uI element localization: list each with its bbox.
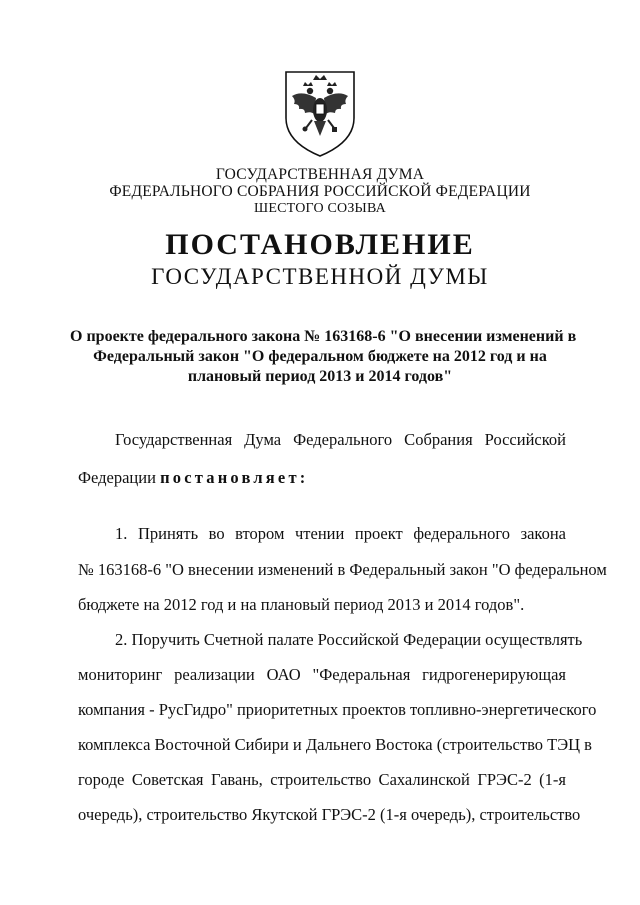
preamble-resolves: постановляет: xyxy=(160,468,309,487)
item2-line-6: очередь), строительство Якутской ГРЭС-2 (1-я очередь), строительство xyxy=(78,805,581,824)
issuer-line-2: ФЕДЕРАЛЬНОГО СОБРАНИЯ РОССИЙСКОЙ ФЕДЕРАЦИИ xyxy=(109,183,531,200)
preamble-line-1: Государственная Дума Федерального Собрания Российской xyxy=(115,430,566,449)
document-subject xyxy=(70,327,577,387)
issuer-line-1: ГОСУДАРСТВЕННАЯ ДУМА xyxy=(215,166,425,183)
subject-line-2: Федеральный закон "О федеральном бюджете на 2012 год и на xyxy=(93,348,547,365)
document-title: ПОСТАНОВЛЕНИЕ xyxy=(165,228,475,261)
document-subtitle: ГОСУДАРСТВЕННОЙ ДУМЫ xyxy=(151,264,489,289)
preamble-prefix: Федерации xyxy=(78,468,161,487)
item2-line-2: мониторинг реализации ОАО "Федеральная гидрогенерирующая xyxy=(78,665,566,684)
subject-line-3: плановый период 2013 и 2014 годов" xyxy=(187,368,453,385)
item1-line-3: бюджете на 2012 год и на плановый период 2013 и 2014 годов". xyxy=(78,595,525,614)
item2-line-5: городе Советская Гавань, строительство Сахалинской ГРЭС-2 (1-я xyxy=(78,770,566,789)
preamble-line-2 xyxy=(78,468,308,488)
item2-line-3: компания - РусГидро" приоритетных проектов топливно-энергетического xyxy=(78,700,597,719)
item1-line-2: № 163168-6 "О внесении изменений в Федеральный закон "О федеральном xyxy=(78,560,607,579)
item2-line-1: 2. Поручить Счетной палате Российской Федерации осуществлять xyxy=(115,630,583,649)
subject-line-1: О проекте федерального закона № 163168-6 "О внесении изменений в xyxy=(70,328,577,345)
item1-line-1: 1. Принять во втором чтении проект федерального закона xyxy=(115,524,566,543)
coat-of-arms-emblem xyxy=(272,66,368,162)
item2-line-4: комплекса Восточной Сибири и Дальнего Востока (строительство ТЭЦ в xyxy=(78,735,592,754)
issuer-line-3: ШЕСТОГО СОЗЫВА xyxy=(254,201,386,216)
